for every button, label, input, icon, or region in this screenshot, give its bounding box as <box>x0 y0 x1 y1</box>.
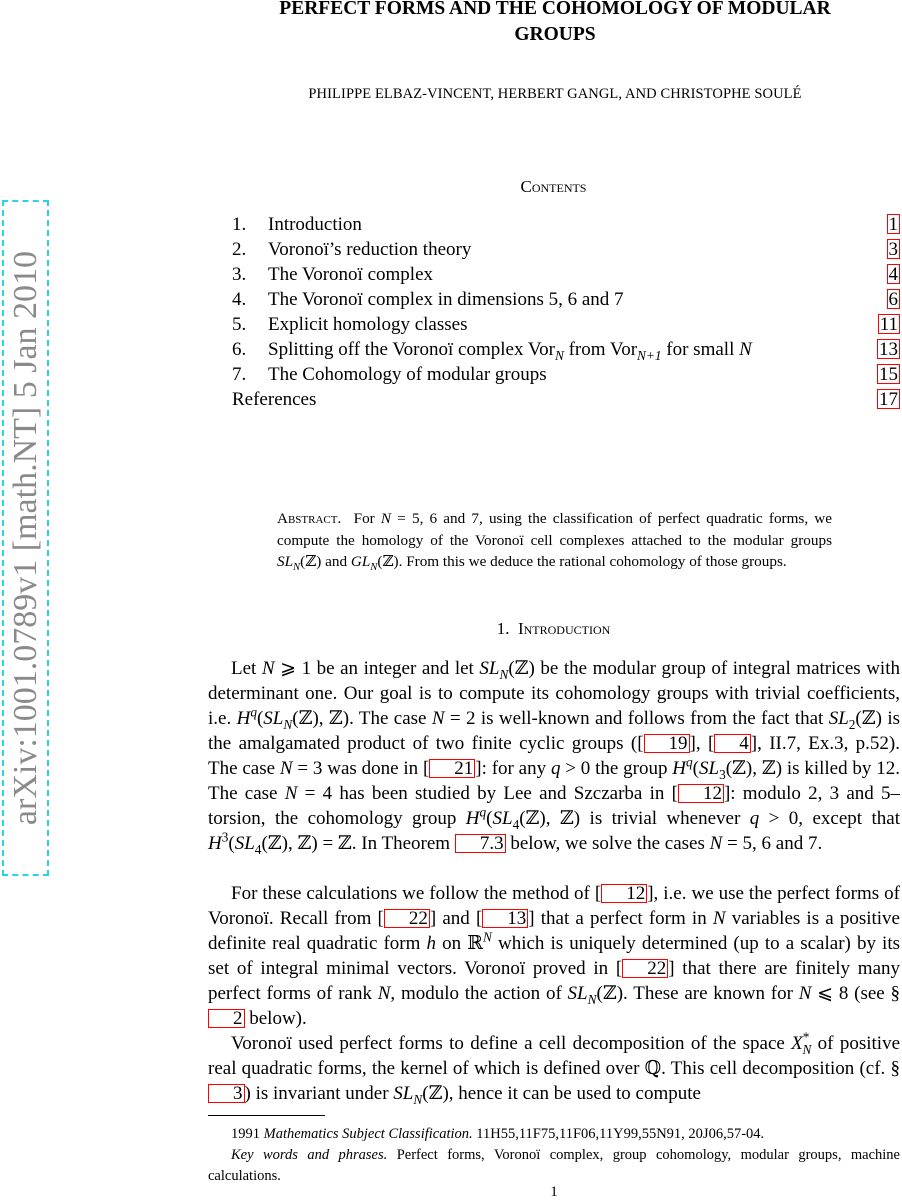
section-title: Introduction <box>517 619 611 638</box>
section-heading <box>207 619 900 639</box>
toc-entry-title[interactable]: Explicit homology classes <box>268 314 468 335</box>
toc-entry-title[interactable]: Voronoï’s reduction theory <box>268 239 472 260</box>
contents-heading: Contents <box>520 177 587 196</box>
toc-entry-number: 6. <box>232 339 247 360</box>
section-number: 1. <box>496 619 510 638</box>
citation-link[interactable]: 13 <box>482 909 528 928</box>
toc-entry-splitting <box>232 337 900 362</box>
abstract-label: Abstract. <box>277 510 342 527</box>
citation-link[interactable]: 4 <box>714 734 751 753</box>
toc-entry-number: 2. <box>232 239 247 260</box>
toc-title-subscript: N+1 <box>637 347 662 363</box>
toc-page-link[interactable]: 15 <box>879 364 898 385</box>
toc-entry-number: 3. <box>232 264 247 285</box>
title-line-1: PERFECT FORMS AND THE COHOMOLOGY OF MODULAR <box>279 0 831 19</box>
toc-entry-references <box>232 387 900 412</box>
intro-paragraph-2: For these calculations we follow the method of [ 12 ], i.e. we use the perfect forms of Voronoï. Recall from [ 22 ] and [ 13 ] that a perfect form in N variables is a positive definite real quadratic form h on ℝ$^N$ which is uniquely determined (up to a scalar) by its set of integral minimal vectors. Voronoï proved in [ 22 ] that there are finitely many perfect forms of rank N, modulo the action of $SL_N(ℤ)$. These are known for N ⩽ 8 (see §2 below). <box>208 883 901 1029</box>
toc-title-variable: N <box>739 339 752 360</box>
authors: PHILIPPE ELBAZ-VINCENT, HERBERT GANGL, AND CHRISTOPHE SOULÉ <box>308 86 802 102</box>
citation-link[interactable]: 21 <box>429 759 475 778</box>
arxiv-stamp-text: arXiv:1001.0789v1 [math.NT] 5 Jan 2010 <box>6 250 44 826</box>
toc-page-link[interactable]: 4 <box>888 264 898 285</box>
citation-link[interactable]: 19 <box>644 734 690 753</box>
toc-title-part: from Vor <box>563 339 638 360</box>
toc-entry-title[interactable]: The Voronoï complex in dimensions 5, 6 and 7 <box>268 289 624 310</box>
abstract: Abstract. For N = 5, 6 and 7, using the classification of perfect quadratic forms, we compute the homology of the Voronoï cell complexes attached to the modular groups $SL_N(ℤ)$ and $GL_N(ℤ)$. From this we deduce the rational cohomology of those groups. <box>277 510 833 574</box>
footnote-rule <box>208 1115 325 1116</box>
citation-link[interactable]: 22 <box>622 959 668 978</box>
toc-entry-number: 5. <box>232 314 247 335</box>
citation-link[interactable]: 22 <box>384 909 430 928</box>
footnote-keywords: Key words and phrases. Perfect forms, Voronoï complex, group cohomology, modular groups, machine calculations. <box>208 1147 900 1184</box>
toc-page-link[interactable]: 3 <box>888 239 898 260</box>
toc-entry-title[interactable]: The Cohomology of modular groups <box>268 364 547 385</box>
footnotes <box>208 1124 900 1187</box>
toc-entry-title[interactable]: Introduction <box>268 214 362 235</box>
footnote-msc: 1991 Mathematics Subject Classification. 11H55,11F75,11F06,11Y99,55N91, 20J06,57-04. <box>231 1126 765 1142</box>
toc-page-link[interactable]: 11 <box>879 314 898 335</box>
toc-entry-title[interactable]: References <box>232 389 317 410</box>
abstract-text: and <box>321 553 351 570</box>
toc-page-link[interactable]: 13 <box>879 339 898 360</box>
toc-entry-number: 4. <box>232 289 247 310</box>
toc-entry-number: 1. <box>232 214 247 235</box>
toc-page-link[interactable]: 6 <box>888 289 898 310</box>
toc-entry-voronoi-complex <box>232 262 900 287</box>
abstract-text: . From this we deduce the rational cohomology of those groups. <box>398 553 787 570</box>
toc-entry-reduction-theory <box>232 237 900 262</box>
section-link[interactable]: 2 <box>208 1009 245 1028</box>
abstract-text: = 5, 6 and 7, using the classification of perfect quadratic forms, we compute the homology of the Voronoï cell complexes attached to the modular groups <box>277 510 833 549</box>
citation-link[interactable]: 12 <box>678 784 724 803</box>
toc-entry-cohomology <box>232 362 900 387</box>
intro-paragraph-1: Let N ⩾ 1 be an integer and let $SL_N(ℤ)$ be the modular group of integral matrices with determinant one. Our goal is to compute its cohomology groups with trivial coefficients, i.e. $H^q(SL_N(ℤ)$, ℤ). The case N = 2 is well-known and follows from the fact that $SL_2(ℤ)$ is the amalgamated product of two finite cyclic groups ([ 19 ], [ 4 ], II.7, Ex.3, p.52). The case N = 3 was done in [ 21 ]: for any q > 0 the group $H^q(SL_3(ℤ)$, ℤ) is killed by 12. The case N = 4 has been studied by Lee and Szczarba in [ 12 ]: modulo 2, 3 and 5–torsion, the cohomology group $H^q(SL_4(ℤ)$, ℤ) is trivial whenever q > 0, except that $H^3(SL_4(ℤ)$, ℤ) = ℤ. In Theorem 7.3 below, we solve the cases N = 5, 6 and 7. <box>208 658 901 857</box>
title-line-2: GROUPS <box>514 24 596 45</box>
theorem-link[interactable]: 7.3 <box>455 834 506 853</box>
arxiv-stamp <box>2 200 49 876</box>
toc-entry-dimensions <box>232 287 900 312</box>
toc-page-link[interactable]: 1 <box>888 214 898 235</box>
table-of-contents <box>232 212 900 412</box>
citation-link[interactable]: 12 <box>601 884 647 903</box>
abstract-text: For <box>353 510 381 527</box>
toc-entry-introduction <box>232 212 900 237</box>
page-number: 1 <box>550 1184 558 1200</box>
section-link[interactable]: 3 <box>208 1084 245 1103</box>
toc-title-part: Splitting off the Voronoï complex Vor <box>268 339 555 360</box>
intro-paragraph-3: Voronoï used perfect forms to define a cell decomposition of the space $X^*_N$ of positive real quadratic forms, the kernel of which is defined over ℚ. This cell decomposition (cf. §3 ) is invariant under $SL_N(ℤ)$, hence it can be used to compute <box>208 1029 900 1107</box>
toc-page-link[interactable]: 17 <box>879 389 898 410</box>
toc-entry-number: 7. <box>232 364 247 385</box>
toc-entry-homology-classes <box>232 312 900 337</box>
toc-entry-title[interactable] <box>268 337 752 362</box>
toc-title-subscript: N <box>554 347 564 363</box>
toc-title-part: for small <box>661 339 740 360</box>
paper-title <box>200 0 902 48</box>
toc-entry-title[interactable]: The Voronoï complex <box>268 264 433 285</box>
